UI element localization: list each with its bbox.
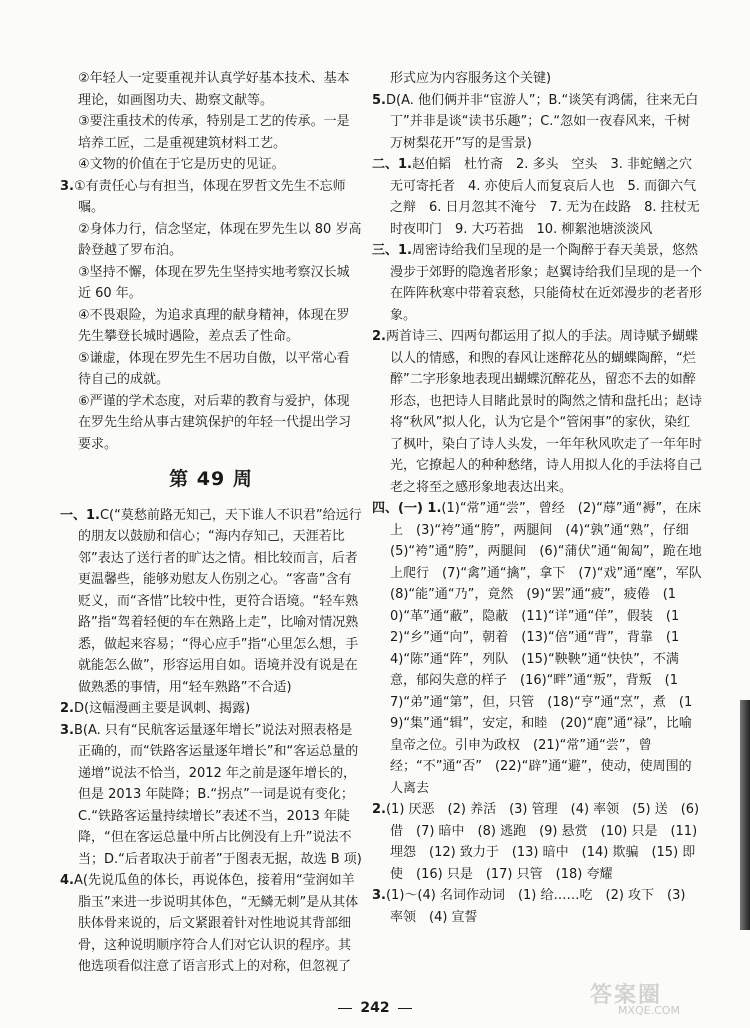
answer-text: ⑤谦虚，体现在罗先生不居功自傲，以平常心看待自己的成就。 — [78, 350, 350, 387]
answer-text: ④文物的价值在于它是历史的见证。 — [78, 157, 285, 172]
answer-text: 周密诗给我们呈现的是一个陶醉于春天美景，悠然漫步于郊野的隐逸者形象；赵翼诗给我们呈现的是一个在阵阵秋寒中带着哀愁，只能倚杖在近郊漫步的老者形象。 — [390, 243, 703, 323]
answer-paragraph — [372, 154, 702, 240]
question-number: 3. — [60, 178, 74, 194]
question-number: 一、1. — [60, 507, 100, 523]
answer-text: (1)“常”通“尝”，曾经 (2)“蓐”通“褥”，在床上 (3)“袴”通“胯”，两腿间 (4)“孰”通“熟”，仔细 (5)“袴”通“胯”，两腿间 (6)“蒲伏”通“匍匐”，跪在地上爬行 (7)“禽”通“擒”，拿下 (7)“戏”通“麾”，军队 (8)“能”通“乃”，竟然 (9)“罢”通“疲”，疲倦 (10)“革”通“蔽”，隐蔽 (11)“详”通“佯”，假装 (12)“乡”通“向”，朝着 (13)“倍”通“背”，背靠 (14)“陈”通“阵”，列队 (15)“鞅鞅”通“快快”，不满意，郁闷失意的样子 (16)“畔”通“叛”，背叛 (17)“弟”通“第”，但，只管 (18)“亨”通“烹”，煮 (19)“集”通“辑”，安定，和睦 (20)“鹿”通“禄”，比喻皇帝之位。引申为政权 (21)“常”通“尝”，曾经；“不”通“否” (22)“辟”通“避”，使动，使周围的人离去 — [390, 501, 715, 796]
question-number: 四、(一) 1. — [372, 501, 442, 516]
answer-text: (1) 厌恶 (2) 养活 (3) 管理 (4) 率领 (5) 送 (6) 借 (7) 暗中 (8) 逃跑 (9) 悬赏 (10) 只是 (11) 埋怨 (12) 致力于 (13) 暗中 (14) 欺骗 (15) 即使 (16) 只是 (17) 只管 (18) 夸耀 — [385, 802, 700, 882]
question-number: 5. — [372, 92, 386, 108]
answer-paragraph — [60, 348, 362, 391]
question-number: 二、1. — [372, 157, 412, 172]
answer-paragraph — [60, 176, 362, 219]
footer-dash-left — [338, 1008, 352, 1009]
answer-text: ②年轻人一定要重视并认真学好基本技术、基本理论，如画图功夫、勘察文献等。 — [78, 71, 350, 108]
answer-text: ⑥严谨的学术态度，对后辈的教育与爱护，体现在罗先生给从事古建筑保护的年轻一代提出学习要求。 — [78, 393, 352, 452]
answer-paragraph — [60, 391, 362, 456]
answer-paragraph — [60, 698, 362, 720]
answer-paragraph — [372, 240, 702, 326]
answer-text: D(这幅漫画主要是讽刺、揭露) — [73, 701, 251, 716]
answer-text: ①有责任心与有担当，体现在罗哲文先生不忘师嘱。 — [73, 178, 346, 215]
answer-paragraph — [372, 326, 702, 498]
question-number: 3. — [372, 888, 386, 903]
week-title: 第 49 周 — [169, 468, 253, 490]
question-number: 3. — [60, 722, 74, 738]
question-number: 4. — [60, 873, 74, 888]
question-number: 2. — [60, 701, 74, 716]
answer-text: C(“莫愁前路无知己，天下谁人不识君”给远行的朋友以鼓励和信心；“海内存知己，天涯若比邻”表达了送行者的旷达之情。相比较而言，后者更温馨些，能够劝慰友人伤别之心。“客啬”含有贬义，而“吝惜”比较中性，更符合语境。“轻车熟路”指“驾着轻便的车在熟路上走”，比喻对情况熟悉，做起来容易；“得心应手”指“心里怎么想，手就能怎么做”，形容运用自如。语境并没有说是在做熟悉的事情，用“轻车熟路”不合适) — [78, 507, 362, 695]
answer-paragraph — [60, 219, 362, 262]
answer-paragraph — [60, 154, 362, 176]
answer-text: 赵伯韬 杜竹斋 2. 多头 空头 3. 非蛇鳝之穴无可寄托者 4. 亦使后人而复哀后人也 5. 而御六气之辩 6. 日月忽其不淹兮 7. 无为在歧路 8. 拄杖无时夜叩门 9. 大巧若拙 10. 柳絮池塘淡淡风 — [390, 157, 700, 237]
answer-paragraph — [60, 505, 362, 699]
answer-paragraph — [60, 305, 362, 348]
answer-text: ③坚持不懈，体现在罗先生坚持实地考察汉长城近 60 年。 — [78, 264, 350, 301]
answer-text: ②身体力行，信念坚定，体现在罗先生以 80 岁高龄登越了罗布泊。 — [78, 221, 362, 258]
answer-paragraph — [372, 68, 702, 90]
question-number: 2. — [372, 329, 386, 344]
answer-paragraph — [372, 799, 702, 885]
answer-text: A(先说瓜鱼的体长，再说体色，接着用“莹润如羊脂玉”来进一步说明其体色，“无鳞无刺”是从其体肤体骨来说的，后文紧跟着针对性地说其背部细骨，这种说明顺序符合人们对它认识的程序。其他选项看似注意了语言形式上的对称，但忽视了 — [73, 873, 359, 974]
page-number: 242 — [360, 1000, 390, 1016]
right-answers — [372, 68, 715, 928]
answer-paragraph — [60, 870, 362, 978]
left-answers-part-1 — [60, 68, 362, 455]
left-column — [60, 68, 362, 978]
answer-paragraph — [372, 498, 715, 799]
answer-text: 两首诗三、四两句都运用了拟人的手法。周诗赋予蝴蝶以人的情感，和煦的春风让迷醉花丛的蝴蝶陶醉，“烂醉”二字形象地表现出蝴蝶沉醉花丛，留恋不去的如醉形态，也把诗人目睹此景时的陶然之情和盘托出；赵诗将“秋风”拟人化，认为它是个“管闲事”的家伙，染红了枫叶，染白了诗人头发，一年年秋风吹走了一年年时光，它撩起人的种种愁绪，诗人用拟人化的手法将自己老之将至之感形象地表达出来。 — [385, 329, 703, 495]
scan-shadow-edge — [740, 700, 750, 930]
answer-paragraph — [60, 68, 362, 111]
answer-text: ④不畏艰险，为追求真理的献身精神，体现在罗先生攀登长城时遇险，差点丢了性命。 — [78, 307, 350, 344]
right-column — [372, 68, 715, 928]
footer-dash-right — [398, 1008, 412, 1009]
answer-paragraph — [60, 720, 362, 871]
answer-text: B(A. 只有“民航客运量逐年增长”说法对照表格是正确的，而“铁路客运量逐年增长”和“客运总量的递增”说法不恰当，2012 年之前是逐年增长的，但是 2013 年陡降；B.“拐点”一词是说有变化；C.“铁路客运量持续增长”表述不当，2013 年陡降，“但在客运总量中所占比例没有上升”说法不当；D.“后者取决于前者”于图表无据，故选 B 项) — [73, 722, 362, 867]
question-number: 三、1. — [372, 243, 412, 258]
answer-paragraph — [372, 885, 702, 928]
question-number: 2. — [372, 802, 386, 817]
answer-paragraph — [372, 90, 702, 155]
answer-text: 形式应为内容服务这个关键) — [390, 71, 552, 86]
answer-paragraph — [60, 111, 362, 154]
watermark-url: MXQE.COM — [618, 1004, 680, 1017]
answer-text: D(A. 他们俩并非“宦游人”；B.“谈笑有鸿儒，往来无白丁”并非是谈“读书乐趣”；C.“忽如一夜春风来，千树万树梨花开”写的是雪景) — [385, 92, 699, 151]
answer-paragraph — [60, 262, 362, 305]
left-answers-part-2 — [60, 505, 362, 978]
answer-text: ③要注重技术的传承，特别是工艺的传承。一是培养工匠，二是重视建筑材料工艺。 — [78, 114, 350, 151]
answer-text: (1)～(4) 名词作动词 (1) 给……吃 (2) 攻下 (3) 率领 (4) 宣誓 — [385, 888, 686, 925]
watermark-logo: 答案圈 — [590, 983, 663, 1008]
